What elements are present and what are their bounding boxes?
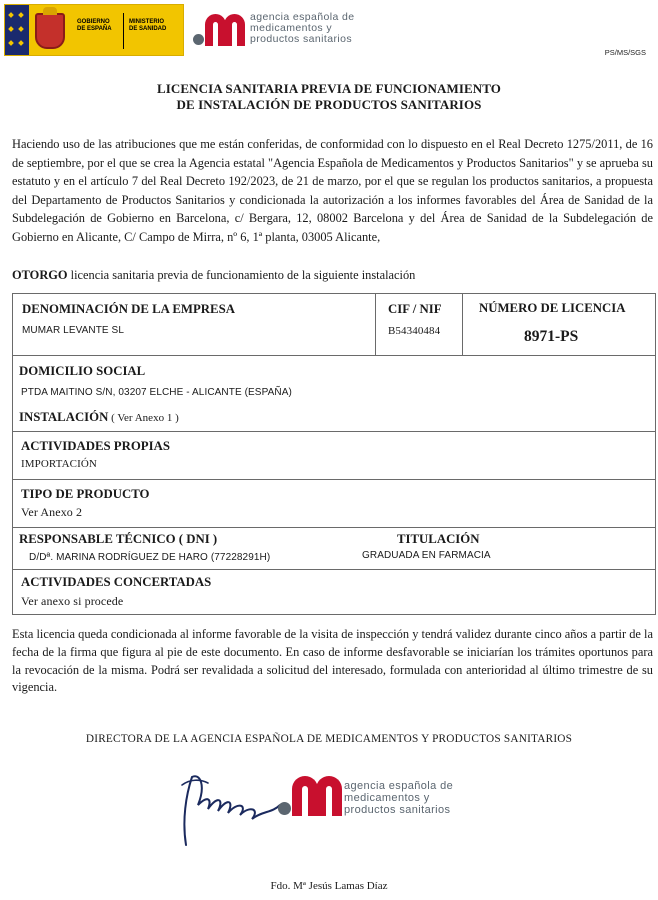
reference-code: PS/MS/SGS [604,48,646,57]
company-name-header: DENOMINACIÓN DE LA EMPRESA [22,302,235,316]
tipo-producto-header: TIPO DE PRODUCTO [21,487,150,501]
concertadas-row [13,570,655,614]
aemps-logo-text: agencia española de medicamentos y productos sanitarios [344,780,454,816]
responsable-header: RESPONSABLE TÉCNICO ( DNI ) [19,532,218,546]
aemps-logo [193,10,393,52]
actividades-value: IMPORTACIÓN [21,458,97,470]
intro-paragraph: Haciendo uso de las atribuciones que me están conferidas, de conformidad con lo dispuesto en el Real Decreto 1275/2011, de 16 de septiembre, por el que se crea la Agencia estatal "Agencia Española de Medicamentos y Productos Sanitarios" y se aprueba su estatuto y en el artículo 7 del Real Decreto 192/2023, de 21 de marzo, por el que se regulan los productos sanitarios, a propuesta del Departamento de Productos Sanitarios y condicionada la autorización a los informes favorables del Área de Sanidad de la Subdelegación de Gobierno en Barcelona, c/ Bergara, 12, 08002 Barcelona y del Área de Sanidad de la Subdelegación de Gobierno en Alicante, C/ Campo de Mirra, nº 6, 1ª planta, 03005 Alicante, [12,137,653,244]
domicilio-row [13,356,655,432]
domicilio-header: DOMICILIO SOCIAL [19,364,146,378]
government-of-spain-logo [4,4,184,56]
titulacion-value: GRADUADA EN FARMACIA [362,550,491,561]
titulacion-header: TITULACIÓN [397,532,480,546]
otorgo-statement: OTORGO licencia sanitaria previa de funcionamiento de la siguiente instalación [12,268,416,282]
license-number-header: NÚMERO DE LICENCIA [479,301,626,315]
concertadas-header: ACTIVIDADES CONCERTADAS [21,575,212,589]
responsable-row [13,528,655,570]
ministry-label: MINISTERIO DE SANIDAD [129,19,167,32]
cif-value: B54340484 [388,325,441,337]
concertadas-value: Ver anexo si procede [21,594,124,608]
actividades-row [13,432,655,480]
signature-block [178,765,498,860]
license-number-value: 8971-PS [524,328,579,345]
responsable-value: D/Dª. MARINA RODRÍGUEZ DE HARO (77228291H) [29,552,271,563]
aemps-mark-icon [193,10,247,50]
signer-name: Fdo. Mª Jesús Lamas Díaz [270,880,388,892]
instalacion-note: ( Ver Anexo 1 ) [108,412,179,424]
instalacion-line [19,410,179,425]
company-name-value: MUMAR LEVANTE SL [22,325,124,336]
coat-of-arms-icon [35,13,65,49]
license-details-table [12,293,656,615]
instalacion-header: INSTALACIÓN [19,410,109,424]
domicilio-value: PTDA MAITINO S/N, 03207 ELCHE - ALICANTE (ESPAÑA) [21,387,292,398]
company-row [13,294,655,356]
tipo-producto-value: Ver Anexo 2 [21,505,83,519]
document-title: LICENCIA SANITARIA PREVIA DE FUNCIONAMIENTO DE INSTALACIÓN DE PRODUCTOS SANITARIOS [156,81,502,112]
aemps-logo-text: agencia española de medicamentos y productos sanitarios [250,11,355,45]
director-title: DIRECTORA DE LA AGENCIA ESPAÑOLA DE MEDICAMENTOS Y PRODUCTOS SANITARIOS [85,733,573,745]
gov-label: GOBIERNO DE ESPAÑA [77,19,112,32]
aemps-mark-icon [278,770,342,822]
cif-header: CIF / NIF [388,302,442,316]
aemps-logo-signature [278,770,498,840]
eu-flag-strip [5,5,29,55]
closing-paragraph: Esta licencia queda condicionada al informe favorable de la visita de inspección y tendrá validez durante cinco años a partir de la fecha de la firma que figura al pie de este documento. En caso de informe desfavorable se iniciarían los trámites oportunos para la revocación de la misma. Podrá ser revalidada a solicitud del interesado, formulada con anterioridad al último trimestre de su vigencia. [12,627,653,695]
tipo-producto-row [13,480,655,528]
actividades-header: ACTIVIDADES PROPIAS [21,439,170,453]
